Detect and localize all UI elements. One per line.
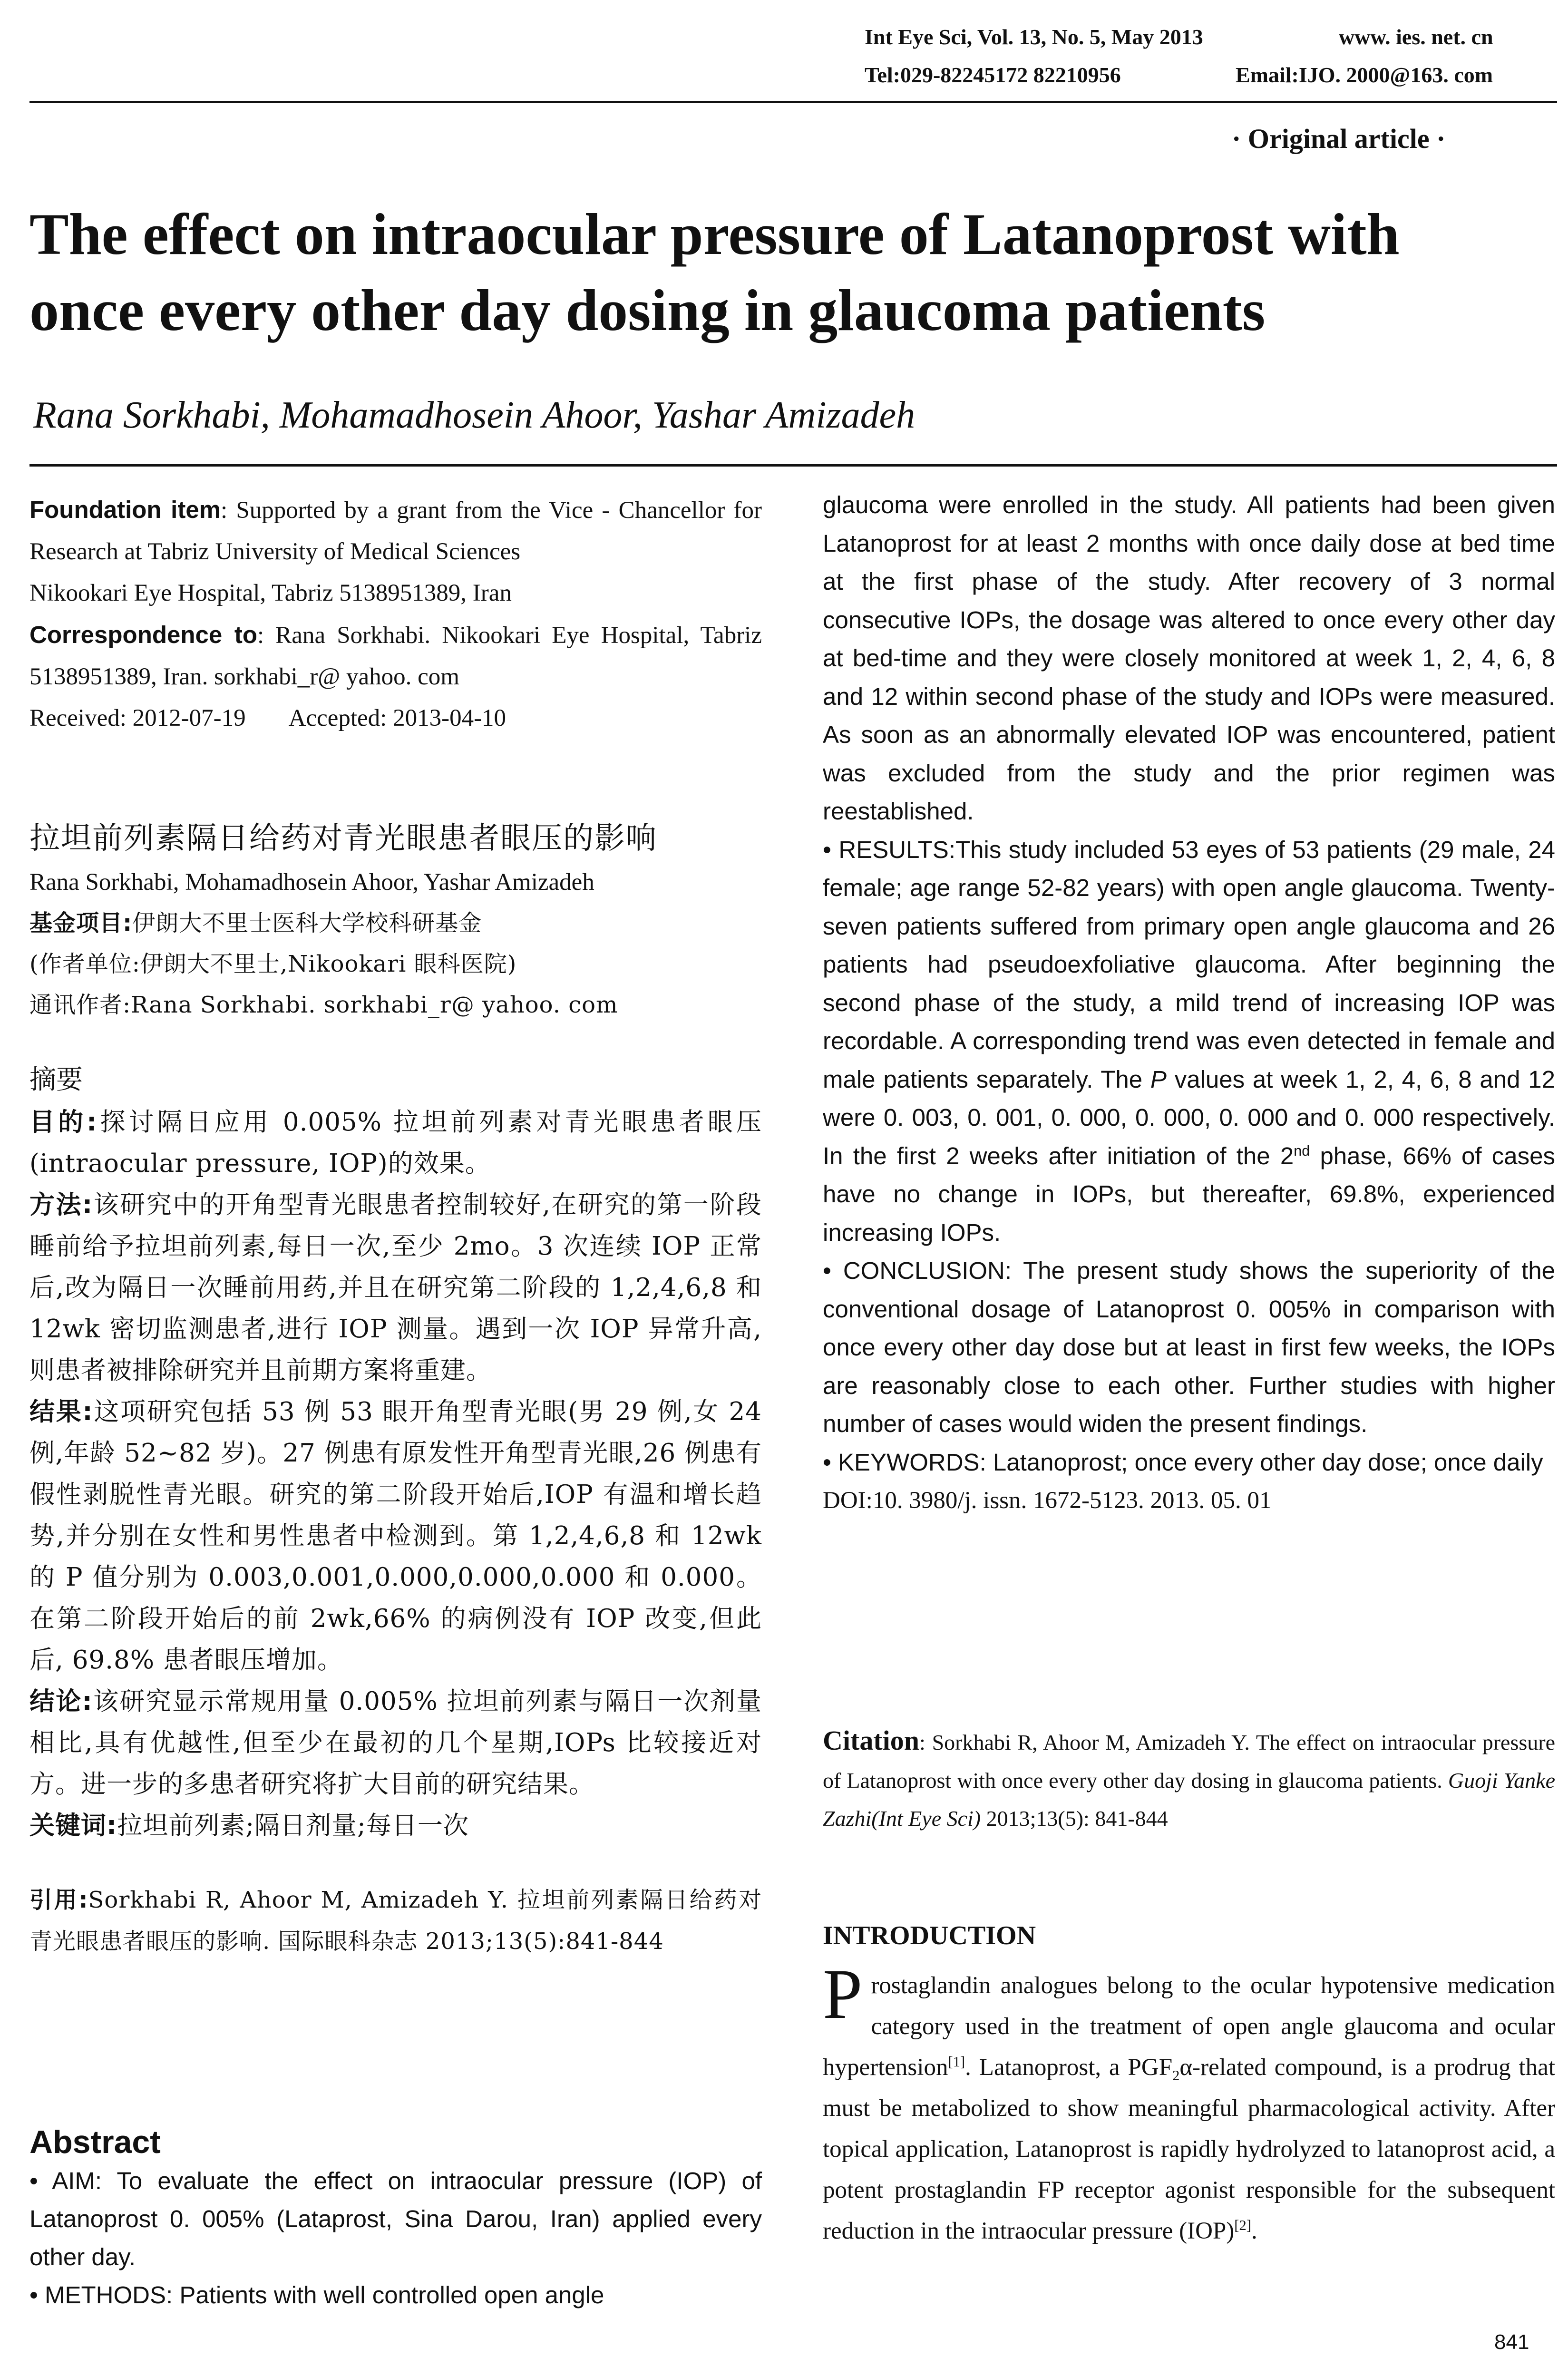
citation-text-1: : Sorkhabi R, Ahoor M, Amizadeh Y. The effect on intraocular pressure of Latanoprost with once every other day dosing in glaucoma patients. bbox=[823, 1730, 1555, 1792]
intro-ref-1[interactable]: [1] bbox=[948, 2054, 965, 2070]
citation-block bbox=[823, 1722, 1555, 1838]
cn-fund bbox=[29, 903, 762, 944]
cn-results-label: 结果: bbox=[29, 1397, 93, 1426]
cn-methods-label: 方法: bbox=[29, 1190, 93, 1219]
abstract-en-continued bbox=[823, 486, 1555, 1520]
dates bbox=[29, 698, 762, 739]
header-rule bbox=[29, 101, 1557, 103]
citation-text-2: 2013;13(5): 841-844 bbox=[981, 1806, 1168, 1831]
correspondence bbox=[29, 614, 762, 698]
article-title-line1: The effect on intraocular pressure of Latanoprost with bbox=[29, 202, 1400, 267]
abstract-results bbox=[823, 831, 1555, 1252]
abstract-aim bbox=[29, 2162, 762, 2276]
introduction-heading: INTRODUCTION bbox=[823, 1921, 1036, 1950]
doi[interactable]: DOI:10. 3980/j. issn. 1672-5123. 2013. 05. 01 bbox=[823, 1487, 1272, 1514]
cn-fund-label: 基金项目: bbox=[29, 910, 133, 936]
cn-conclusion-label: 结论: bbox=[29, 1687, 93, 1716]
conclusion-label: • CONCLUSION bbox=[823, 1257, 1005, 1284]
cn-aim-label: 目的: bbox=[29, 1108, 97, 1137]
citation-label: Citation bbox=[823, 1725, 919, 1756]
foundation-label: Foundation item bbox=[29, 496, 221, 523]
results-label: • RESULTS bbox=[823, 836, 949, 863]
affiliation: Nikookari Eye Hospital, Tabriz 5138951389, Iran bbox=[29, 580, 512, 606]
cn-aim-text: 探讨隔日应用 0.005% 拉坦前列素对青光眼患者眼压(intraocular pressure, IOP)的效果。 bbox=[29, 1108, 762, 1178]
results-p-italic: P bbox=[1150, 1065, 1167, 1093]
citation-journal: Guoji Yanke Zazhi(Int Eye Sci) bbox=[823, 1768, 1555, 1831]
intro-sub: 2 bbox=[1172, 2067, 1180, 2084]
cn-contact: 通讯作者:Rana Sorkhabi. sorkhabi_r@ yahoo. com bbox=[29, 992, 618, 1018]
abstract-methods-start bbox=[29, 2276, 762, 2314]
results-text-2: values at week 1, 2, 4, 6, 8 and 12 were 0. 003, 0. 001, 0. 000, 0. 000, 0. 000 and 0. 000 respectively. In the first 2 weeks after initiation of the 2 bbox=[823, 1065, 1555, 1169]
cn-unit: (作者单位:伊朗大不里士,Nikookari 眼科医院) bbox=[29, 951, 517, 977]
keywords-text: : Latanoprost; once every other day dose; once daily bbox=[979, 1448, 1543, 1476]
cn-title: 拉坦前列素隔日给药对青光眼患者眼压的影响 bbox=[29, 821, 657, 856]
cn-aim bbox=[29, 1101, 762, 1184]
intro-text-3: α-related compound, is a prodrug that must be metabolized to show meaningful pharmacological activity. After topical application, Latanoprost is rapidly hydrolyzed to latanoprost acid, a potent prostaglandin FP receptor agonist responsible for the subsequent reduction in the intraocular pressure (IOP) bbox=[823, 2054, 1555, 2244]
intro-text-2: . Latanoprost, a PGF bbox=[965, 2054, 1173, 2081]
aim-label: • AIM bbox=[29, 2167, 95, 2194]
results-text-1: :This study included 53 eyes of 53 patients (29 male, 24 female; age range 52-82 years) with open angle glaucoma. Twenty-seven patients suffered from primary open angle glaucoma and 26 patients had pseudoexfoliative glaucoma. After beginning the second phase of the study, a mild trend of increasing IOP was recordable. A corresponding trend was even detected in female and male patients separately. The bbox=[823, 836, 1555, 1093]
intro-text-4: . bbox=[1251, 2218, 1257, 2244]
keywords-label: • KEYWORDS bbox=[823, 1448, 980, 1476]
cn-methods-text: 该研究中的开角型青光眼患者控制较好,在研究的第一阶段睡前给予拉坦前列素,每日一次,至少 2mo。3 次连续 IOP 正常后,改为隔日一次睡前用药,并且在研究第二阶段的 1,2,4,6,8 和 12wk 密切监测患者,进行 IOP 测量。遇到一次 IOP 异常升高,则患者被排除研究并且前期方案将重建。 bbox=[29, 1190, 762, 1385]
cn-abstract-heading: 摘要 bbox=[29, 1064, 83, 1095]
introduction bbox=[823, 1917, 1555, 2251]
abstract-en-start bbox=[29, 2122, 762, 2314]
conclusion-text: : The present study shows the superiority of the conventional dosage of Latanoprost 0. 005% in comparison with once every other day dose but at least in first few weeks, the IOPs are reasonably close to each other. Further studies with higher number of cases would widen the present findings. bbox=[823, 1257, 1555, 1437]
cn-cite-text: Sorkhabi R, Ahoor M, Amizadeh Y. 拉坦前列素隔日给药对青光眼患者眼压的影响. 国际眼科杂志 2013;13(5):841-844 bbox=[29, 1887, 762, 1955]
front-matter bbox=[29, 489, 762, 739]
intro-ref-2[interactable]: [2] bbox=[1234, 2217, 1251, 2233]
cn-results bbox=[29, 1391, 762, 1681]
cn-cite-label: 引用: bbox=[29, 1887, 88, 1913]
foundation-text: : Supported by a grant from the Vice - Chancellor for Research at Tabriz University of Medical Sciences bbox=[29, 497, 762, 565]
section-label: · Original article · bbox=[1232, 123, 1446, 154]
cn-keywords bbox=[29, 1805, 762, 1846]
methods-text-start: : Patients with well controlled open angle bbox=[166, 2281, 604, 2309]
cn-results-text: 这项研究包括 53 例 53 眼开角型青光眼(男 29 例,女 24 例,年龄 52~82 岁)。27 例患有原发性开角型青光眼,26 例患有假性剥脱性青光眼。研究的第二阶段开始后,IOP 有温和增长趋势,并分别在女性和男性患者中检测到。第 1,2,4,6,8 和 12wk 的 P 值分别为 0.003,0.001,0.000,0.000,0.000 和 0.000。在第二阶段开始后的前 2wk,66% 的病例没有 IOP 改变,但此后, 69.8% 患者眼压增加。 bbox=[29, 1397, 762, 1675]
correspondence-label: Correspondence to bbox=[29, 621, 257, 648]
cn-authors: Rana Sorkhabi, Mohamadhosein Ahoor, Yashar Amizadeh bbox=[29, 869, 594, 896]
abstract-keywords bbox=[823, 1443, 1555, 1482]
foundation-item bbox=[29, 489, 762, 573]
abstract-conclusion bbox=[823, 1252, 1555, 1443]
cn-methods bbox=[29, 1184, 762, 1391]
introduction-dropcap: P bbox=[823, 1955, 863, 2034]
received-date: Received: 2012-07-19 bbox=[29, 705, 246, 731]
correspondence-text: : Rana Sorkhabi. Nikookari Eye Hospital, Tabriz 5138951389, Iran. sorkhabi_r@ yahoo. com bbox=[29, 622, 762, 690]
cn-section bbox=[29, 817, 762, 1962]
cn-conclusion-text: 该研究显示常规用量 0.005% 拉坦前列素与隔日一次剂量相比,具有优越性,但至少在最初的几个星期,IOPs 比较接近对方。进一步的多患者研究将扩大目前的研究结果。 bbox=[29, 1687, 762, 1799]
journal-website[interactable]: www. ies. net. cn bbox=[1339, 25, 1493, 49]
article-title-line2: once every other day dosing in glaucoma patients bbox=[29, 278, 1266, 343]
methods-text-continued: glaucoma were enrolled in the study. All patients had been given Latanoprost for at least 2 months with once daily dose at bed time at the first phase of the study. After recovery of 3 normal consecutive IOPs, the dosage was altered to once every other day at bed-time and they were closely monitored at week 1, 2, 4, 6, 8 and 12 within second phase of the study and IOPs were measured. As soon as an abnormally elevated IOP was encountered, patient was excluded from the study and the prior regimen was reestablished. bbox=[823, 491, 1555, 825]
introduction-paragraph bbox=[823, 1955, 1555, 2251]
accepted-date: Accepted: 2013-04-10 bbox=[288, 705, 506, 731]
journal-citation: Int Eye Sci, Vol. 13, No. 5, May 2013 bbox=[865, 25, 1203, 49]
authors: Rana Sorkhabi, Mohamadhosein Ahoor, Yashar Amizadeh bbox=[33, 394, 915, 436]
cn-citation bbox=[29, 1880, 762, 1962]
abstract-heading: Abstract bbox=[29, 2124, 161, 2160]
intro-text-1: rostaglandin analogues belong to the ocular hypotensive medication category used in the treatment of open angle glaucoma and ocular hypertension bbox=[823, 1972, 1555, 2081]
journal-email[interactable]: Email:IJO. 2000@163. com bbox=[1236, 63, 1493, 87]
results-text-3: phase, 66% of cases have no change in IOPs, but thereafter, 69.8%, experienced increasing IOPs. bbox=[823, 1142, 1555, 1246]
page-number: 841 bbox=[1494, 2330, 1529, 2354]
authors-rule bbox=[29, 464, 1557, 467]
cn-keywords-label: 关键词: bbox=[29, 1811, 117, 1840]
cn-fund-text: 伊朗大不里士医科大学校科研基金 bbox=[132, 910, 482, 936]
methods-label: • METHODS bbox=[29, 2281, 166, 2309]
results-sup: nd bbox=[1294, 1142, 1310, 1159]
journal-tel: Tel:029-82245172 82210956 bbox=[865, 63, 1121, 87]
cn-keywords-text: 拉坦前列素;隔日剂量;每日一次 bbox=[117, 1811, 469, 1840]
aim-text: : To evaluate the effect on intraocular pressure (IOP) of Latanoprost 0. 005% (Lataprost, Sina Darou, Iran) applied every other day. bbox=[29, 2167, 762, 2270]
cn-conclusion bbox=[29, 1681, 762, 1805]
